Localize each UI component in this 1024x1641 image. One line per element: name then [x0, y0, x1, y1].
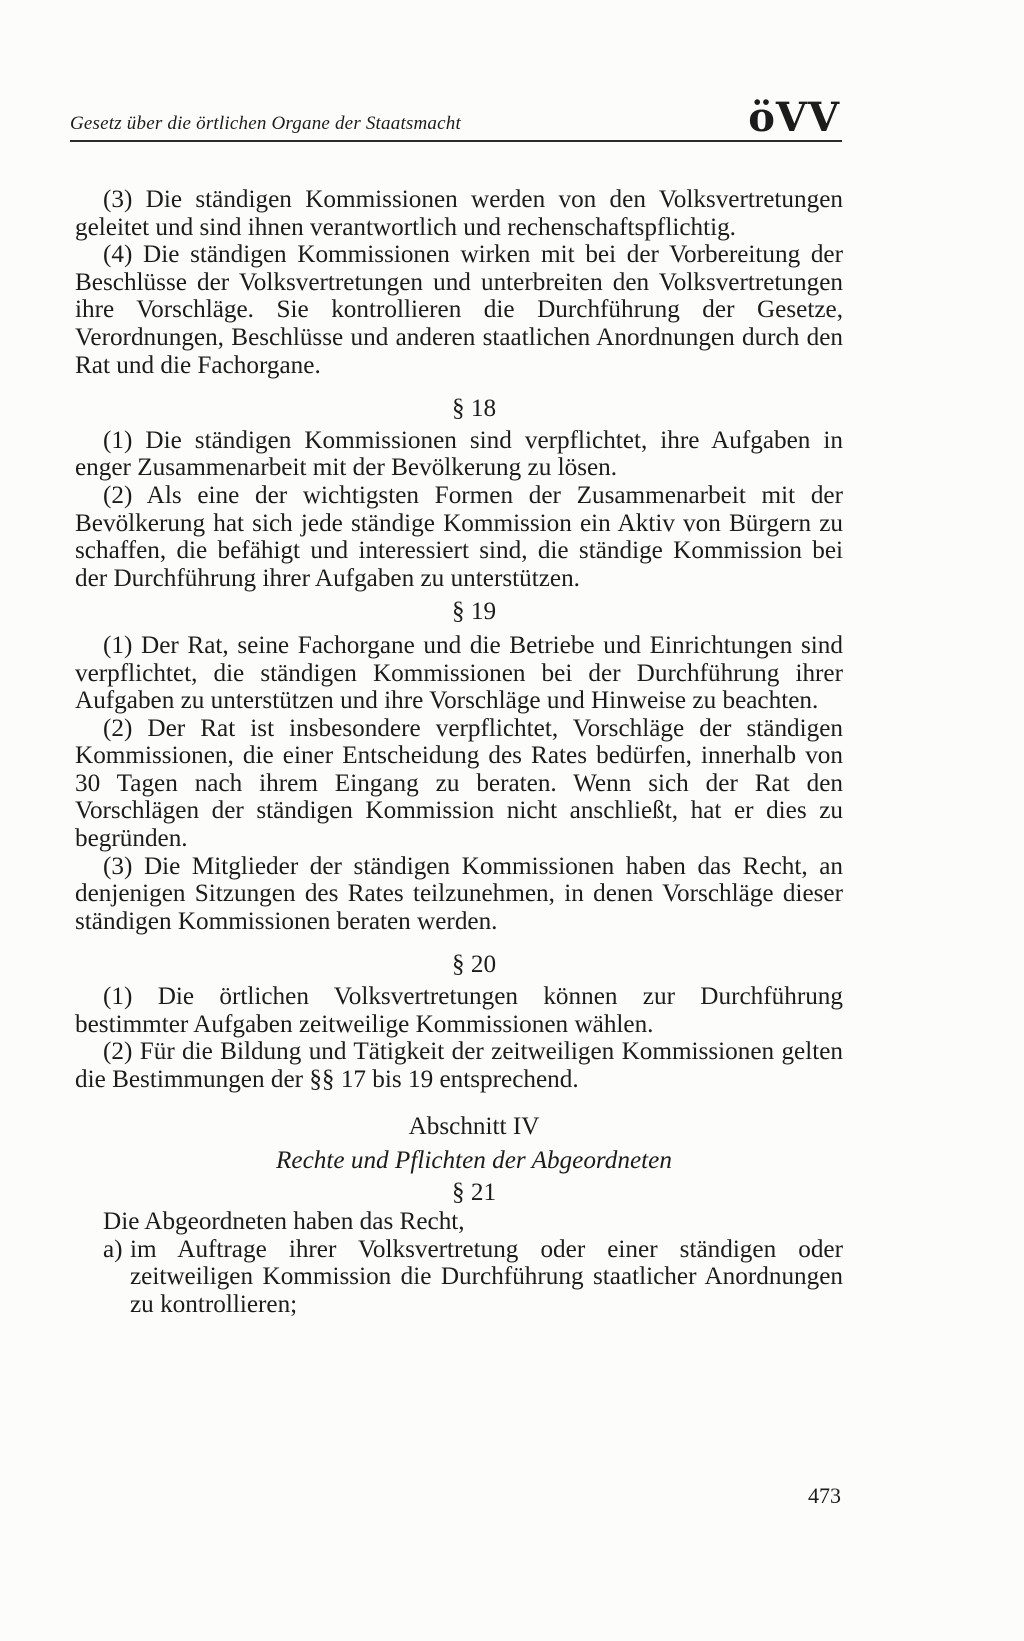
paragraph: (2) Der Rat ist insbesondere verpflichtet, Vorschläge der ständigen Kommissionen, die einer Entscheidung des Rates bedürfen, innerhalb von 30 Tagen nach ihrem Eingang zu beraten. Wenn sich der Rat den Vorschlägen der ständigen Kommission nicht anschließt, hat er dies zu begründen.	[75, 714, 843, 853]
running-title: Gesetz über die örtlichen Organe der Staatsmacht	[70, 113, 461, 134]
paragraph: (4) Die ständigen Kommissionen wirken mit bei der Vorbereitung der Beschlüsse der Volksvertretungen und unterbreiten den Volksvertretungen ihre Vorschläge. Sie kontrollieren die Durchführung der Gesetze, Verordnungen, Beschlüsse und anderen staatlichen Anordnungen durch den Rat und die Fachorgane.	[75, 241, 843, 379]
paragraph: (1) Die örtlichen Volksvertretungen können zur Durchführung bestimmter Aufgaben zeitweilige Kommissionen wählen.	[75, 983, 843, 1038]
paragraph: (1) Die ständigen Kommissionen sind verpflichtet, ihre Aufgaben in enger Zusammenarbeit mit der Bevölkerung zu lösen.	[75, 426, 843, 482]
page-header	[70, 94, 842, 142]
list-intro: Die Abgeordneten haben das Recht,	[103, 1208, 465, 1236]
chapter-title: Abschnitt IV	[408, 1113, 540, 1141]
paragraph: (2) Für die Bildung und Tätigkeit der zeitweiligen Kommissionen gelten die Bestimmungen der §§ 17 bis 19 entsprechend.	[75, 1038, 843, 1093]
section-heading-20: § 20	[451, 951, 497, 979]
section-heading-21: § 21	[451, 1178, 497, 1206]
paragraph: (3) Die Mitglieder der ständigen Kommissionen haben das Recht, an denjenigen Sitzungen des Rates teilzunehmen, in denen Vorschläge dieser ständigen Kommissionen beraten werden.	[75, 852, 843, 935]
list-item-marker: a)	[103, 1235, 123, 1263]
paragraph: (2) Als eine der wichtigsten Formen der Zusammenarbeit mit der Bevölkerung hat sich jede ständige Kommission ein Aktiv von Bürgern zu schaffen, die befähigt und interessiert sind, die ständige Kommission bei der Durchführung ihrer Aufgaben zu unterstützen.	[75, 481, 843, 592]
list-item	[75, 1236, 843, 1319]
paragraph: (1) Der Rat, seine Fachorgane und die Betriebe und Einrichtungen sind verpflichtet, die ständigen Kommissionen bei der Durchführung ihrer Aufgaben zu unterstützen und ihre Vorschläge und Hinweise zu beachten.	[75, 631, 843, 715]
publisher-logo: öVV	[748, 94, 840, 141]
paragraph: (3) Die ständigen Kommissionen werden von den Volksvertretungen geleitet und sind ihnen verantwortlich und rechenschaftspflichtig.	[75, 186, 843, 241]
list-item-text: im Auftrage ihrer Volksvertretung oder einer ständigen oder zeitweiligen Kommission die Durchführung staatlicher Anordnungen zu kontrollieren;	[130, 1235, 843, 1318]
chapter-subtitle: Rechte und Pflichten der Abgeordneten	[276, 1147, 672, 1174]
section-heading-19: § 19	[451, 598, 497, 626]
section-heading-18: § 18	[451, 395, 497, 423]
page-content	[75, 186, 843, 1319]
page-number: 473	[808, 1483, 841, 1508]
